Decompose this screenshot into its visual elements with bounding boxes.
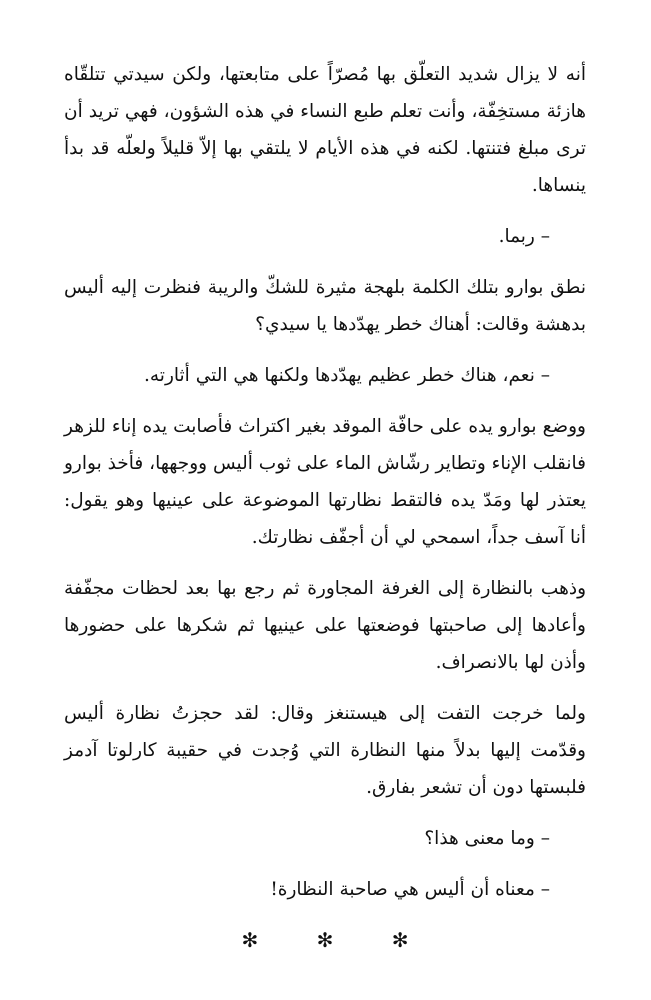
paragraph-2: نطق بوارو بتلك الكلمة بلهجة مثيرة للشكّ والريبة فنظرت إليه أليس بدهشة وقالت: أهناك خطر يهدّدها يا سيدي؟ (64, 277, 586, 335)
page-body (64, 56, 586, 959)
dialog-line-2: – نعم، هناك خطر عظيم يهدّدها ولكنها هي التي أثارته. (144, 365, 550, 386)
section-separator: ✻ ✻ ✻ (241, 928, 435, 952)
dialog-line-4: – معناه أن أليس هي صاحبة النظارة! (270, 879, 550, 900)
paragraph-1: أنه لا يزال شديد التعلّق بها مُصرّاً على متابعتها، ولكن سيدتي تتلقّاه هازئة مستخِفّة، وأنت تعلم طبع النساء في هذه الشؤون، فهي تريد أن ترى مبلغ فتنتها. لكنه في هذه الأيام لا يلتقي بها إلاّ قليلاً ولعلّه قد بدأ ينساها. (64, 64, 586, 196)
paragraph-3: ووضع بوارو يده على حافّة الموقد بغير اكتراث فأصابت يده إناء للزهر فانقلب الإناء وتطاير رشّاش الماء على ثوب أليس ووجهها، فأخذ بوارو يعتذر لها ومَدّ يده فالتقط نظارتها الموضوعة على عينيها وهو يقول: أنا آسف جداً، اسمحي لي أن أجفّف نظارتك. (64, 416, 586, 548)
paragraph-5: ولما خرجت التفت إلى هيستنغز وقال: لقد حجزتُ نظارة أليس وقدّمت إليها بدلاً منها النظارة التي وُجدت في حقيبة كارلوتا آدمز فلبستها دون أن تشعر بفارق. (64, 703, 586, 798)
dialog-line-1: – ربما. (498, 226, 550, 247)
paragraph-4: وذهب بالنظارة إلى الغرفة المجاورة ثم رجع بها بعد لحظات مجفّفة وأعادها إلى صاحبتها فوضعتها على عينيها ثم شكرها على حضورها وأذن لها بالانصراف. (64, 578, 586, 673)
dialog-line-3: – وما معنى هذا؟ (424, 828, 550, 849)
